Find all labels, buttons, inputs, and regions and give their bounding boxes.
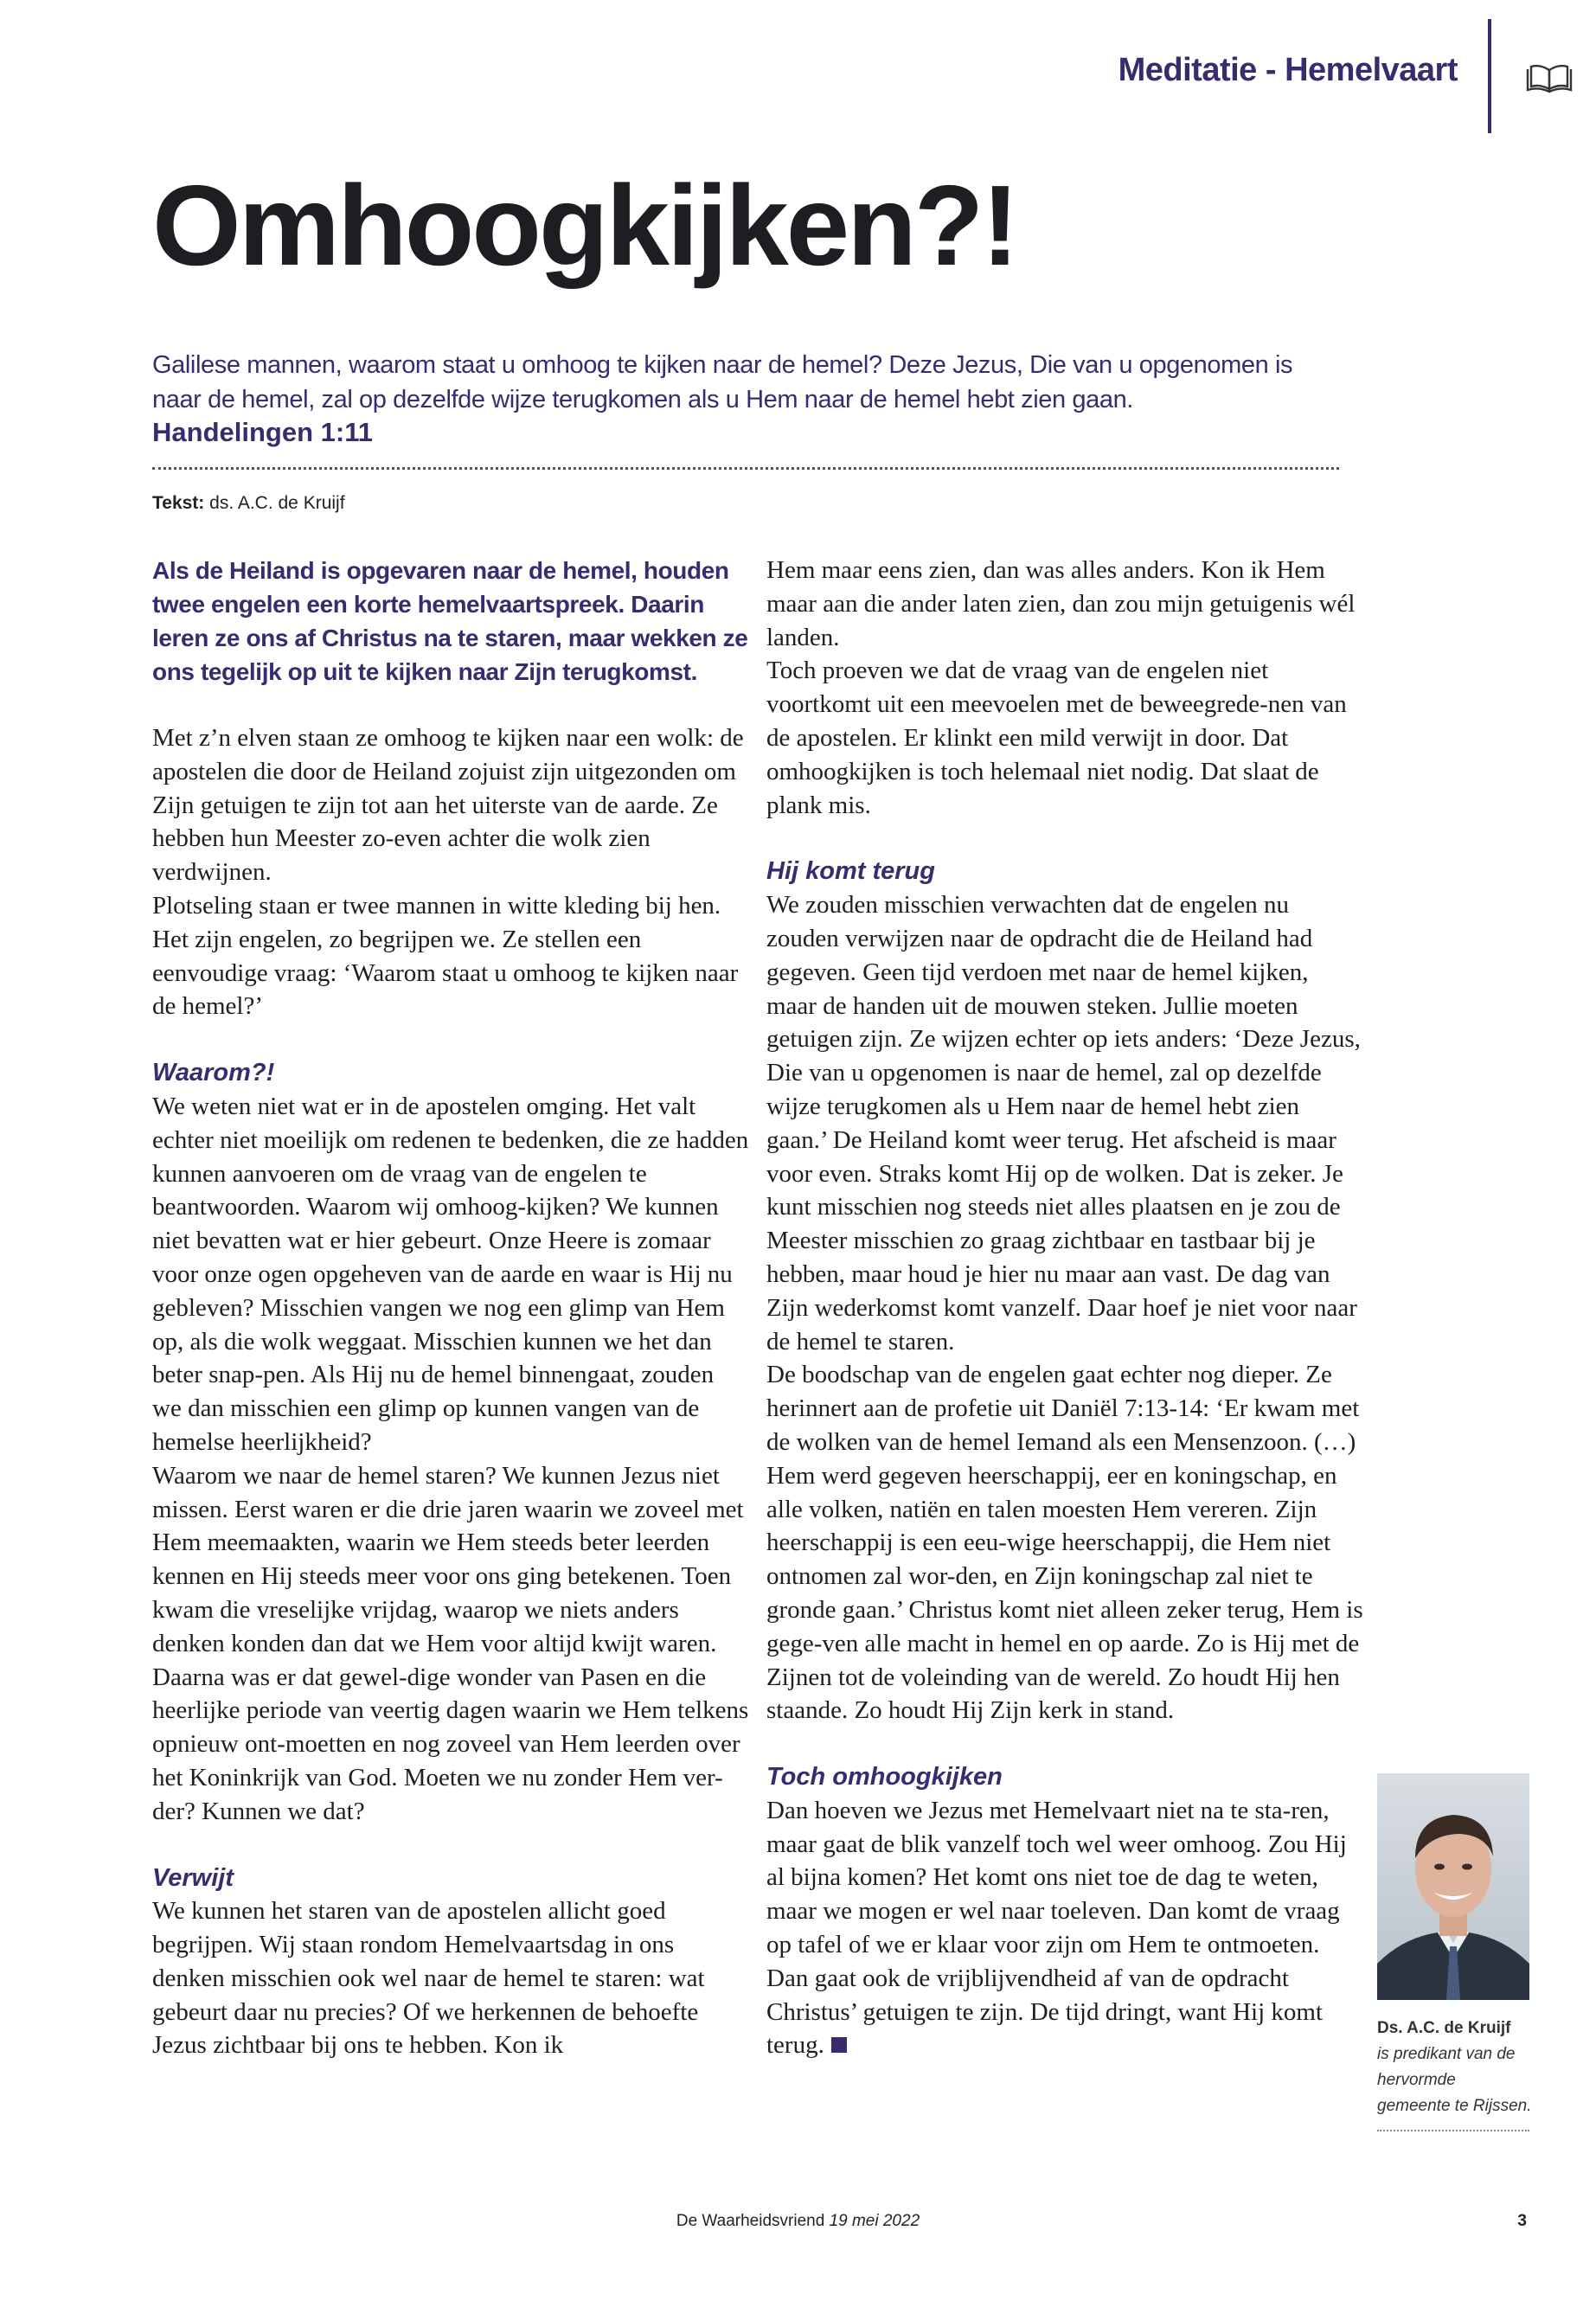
- body-paragraph: Toch proeven we dat de vraag van de engelen niet voortkomt uit een meevoelen met de beweegrede-nen van de apostelen. Er klinkt een mild verwijt in door. Dat omhoogkijken is toch helemaal niet nodig. Dat slaat de plank mis.: [766, 657, 1347, 819]
- body-paragraph: We weten niet wat er in de apostelen omging. Het valt echter niet moeilijk om redenen te bedenken, die ze hadden kunnen aanvoeren om de vraag van de engelen te beantwoorden. Waarom wij omhoog-kijken? We kunnen niet bevatten wat er hier gebeurt. Onze Heere is zomaar voor onze ogen opgeheven van de aarde en waar is Hij nu gebleven? Misschien vangen we nog een glimp van Hem op, als die wolk weggaat. Misschien kunnen we het dan beter snap-pen. Als Hij nu de hemel binnengaat, zouden we dan misschien een glimp op kunnen vangen van de hemelse heerlijkheid?: [152, 1092, 749, 1456]
- lead-quote: Galilese mannen, waarom staat u omhoog te kijken naar de hemel? Deze Jezus, Die van u opgenomen is naar de hemel, zal op dezelfde wijze terugkomen als u Hem naar de hemel hebt zien gaan.: [152, 351, 1293, 413]
- author-caption: [1377, 2016, 1533, 2119]
- subheading-toch-omhoogkijken: Toch omhoogkijken: [766, 1763, 1003, 1791]
- body-paragraph: Plotseling staan er twee mannen in witte kleding bij hen. Het zijn engelen, zo begrijpen we. Ze stellen een eenvoudige vraag: ‘Waarom staat u omhoog te kijken naar de hemel?’: [152, 891, 739, 1021]
- body-paragraph-final: [766, 1794, 1363, 2062]
- page-number: 3: [1517, 2212, 1527, 2230]
- byline: [152, 493, 345, 514]
- caption-divider: [1377, 2130, 1529, 2131]
- footer-date: 19 mei 2022: [829, 2212, 920, 2230]
- subheading-verwijt: Verwijt: [152, 1863, 234, 1892]
- body-paragraph: We kunnen het staren van de apostelen allicht goed begrijpen. Wij staan rondom Hemelvaartsdag in ons denken misschien ook wel naar de hemel te staren: wat gebeurt daar nu precies? Of we herkennen de behoefte Jezus zichtbaar bij ons te hebben. Kon ik: [152, 1897, 705, 2060]
- intro-paragraph: Als de Heiland is opgevaren naar de hemel, houden twee engelen een korte hemelvaartspreek. Daarin leren ze ons af Christus na te staren, maar wekken ze ons tegelijk op uit te kijken naar Zijn terugkomst.: [152, 557, 748, 685]
- footer-publication: De Waarheidsvriend: [676, 2212, 825, 2230]
- body-paragraph: Met z’n elven staan ze omhoog te kijken naar een wolk: de apostelen die door de Heiland zojuist zijn uitgezonden om Zijn getuigen te zijn tot aan het uiterste van de aarde. Ze hebben hun Meester zo-even achter die wolk zien verdwijnen.: [152, 724, 744, 887]
- byline-label: Tekst:: [152, 493, 205, 513]
- lead-reference: Handelingen 1:11: [152, 417, 373, 447]
- header-divider: [1488, 19, 1491, 133]
- final-paragraph-text: Dan hoeven we Jezus met Hemelvaart niet na te sta-ren, maar gaat de blik vanzelf toch wel weer omhoog. Zou Hij al bijna komen? Het komt ons niet toe de dag te weten, maar we mogen er wel naar toeleven. Dan komt de vraag op tafel of we er klaar voor zijn om Hem te ontmoeten. Dan gaat ook de vrijblijvendheid af van de opdracht Christus’ getuigen te zijn. De tijd dringt, want Hij komt terug.: [766, 1796, 1347, 2060]
- article-title: Omhoogkijken?!: [152, 162, 1017, 289]
- open-book-icon: [1524, 61, 1574, 95]
- end-mark-icon: [831, 2037, 847, 2053]
- body-paragraph: Waarom we naar de hemel staren? We kunnen Jezus niet missen. Eerst waren er die drie jaren waarin we zoveel met Hem meemaakten, waarin we Hem steeds beter leerden kennen en Hij steeds meer voor ons ging betekenen. Toen kwam die vreselijke vrijdag, waarop we niets anders denken konden dan dat we Hem voor altijd kwijt waren. Daarna was er dat gewel-dige wonder van Pasen en die heerlijke periode van veertig dagen waarin we Hem telkens opnieuw ont-moetten en nog zoveel van Hem leerden over het Koninkrijk van God. Moeten we nu zonder Hem ver-der? Kunnen we dat?: [152, 1461, 749, 1825]
- byline-author: ds. A.C. de Kruijf: [209, 493, 345, 513]
- author-name: Ds. A.C. de Kruijf: [1377, 2019, 1511, 2037]
- subheading-hij-komt-terug: Hij komt terug: [766, 857, 935, 886]
- body-paragraph: We zouden misschien verwachten dat de engelen nu zouden verwijzen naar de opdracht die de Heiland had gegeven. Geen tijd verdoen met naar de hemel kijken, maar de handen uit de mouwen steken. Jullie moeten getuigen zijn. Ze wijzen echter op iets anders: ‘Deze Jezus, Die van u opgenomen is naar de hemel, zal op dezelfde wijze terugkomen als u Hem naar de hemel hebt zien gaan.’ De Heiland komt weer terug. Het afscheid is maar voor even. Straks komt Hij op de wolken. Dat is zeker. Je kunt misschien nog steeds niet alles plaatsen en je zou de Meester misschien zo graag zichtbaar en tastbaar bij je hebben, maar houd je hier nu maar aan vast. De dag van Zijn wederkomst komt vanzelf. Daar hoef je niet voor naar de hemel te staren.: [766, 891, 1361, 1356]
- dotted-divider: [152, 467, 1339, 470]
- section-label: Meditatie - Hemelvaart: [1118, 52, 1458, 88]
- author-photo: [1377, 1773, 1529, 2000]
- subheading-waarom: Waarom?!: [152, 1059, 275, 1087]
- right-column: [766, 554, 1363, 2062]
- body-paragraph: Hem maar eens zien, dan was alles anders. Kon ik Hem maar aan die ander laten zien, dan zou mijn getuigenis wél landen.: [766, 556, 1356, 651]
- footer: [0, 2212, 1596, 2231]
- body-paragraph: De boodschap van de engelen gaat echter nog dieper. Ze herinnert aan de profetie uit Daniël 7:13-14: ‘Er kwam met de wolken van de hemel Iemand als een Mensenzoon. (…) Hem werd gegeven heerschappij, eer en koningschap, en alle volken, natiën en talen moesten Hem vereren. Zijn heerschappij is een eeu-wige heerschappij, die Hem niet ontnomen zal wor-den, en Zijn koningschap zal niet te gronde gaan.’ Christus komt niet alleen zeker terug, Hem is gege-ven alle macht in hemel en op aarde. Zo is Hij met de Zijnen tot de voleinding van de wereld. Zo houdt Hij hen staande. Zo houdt Hij Zijn kerk in stand.: [766, 1361, 1363, 1725]
- author-role: is predikant van de hervormde gemeente te Rijssen.: [1377, 2045, 1532, 2115]
- left-column: [152, 554, 749, 2062]
